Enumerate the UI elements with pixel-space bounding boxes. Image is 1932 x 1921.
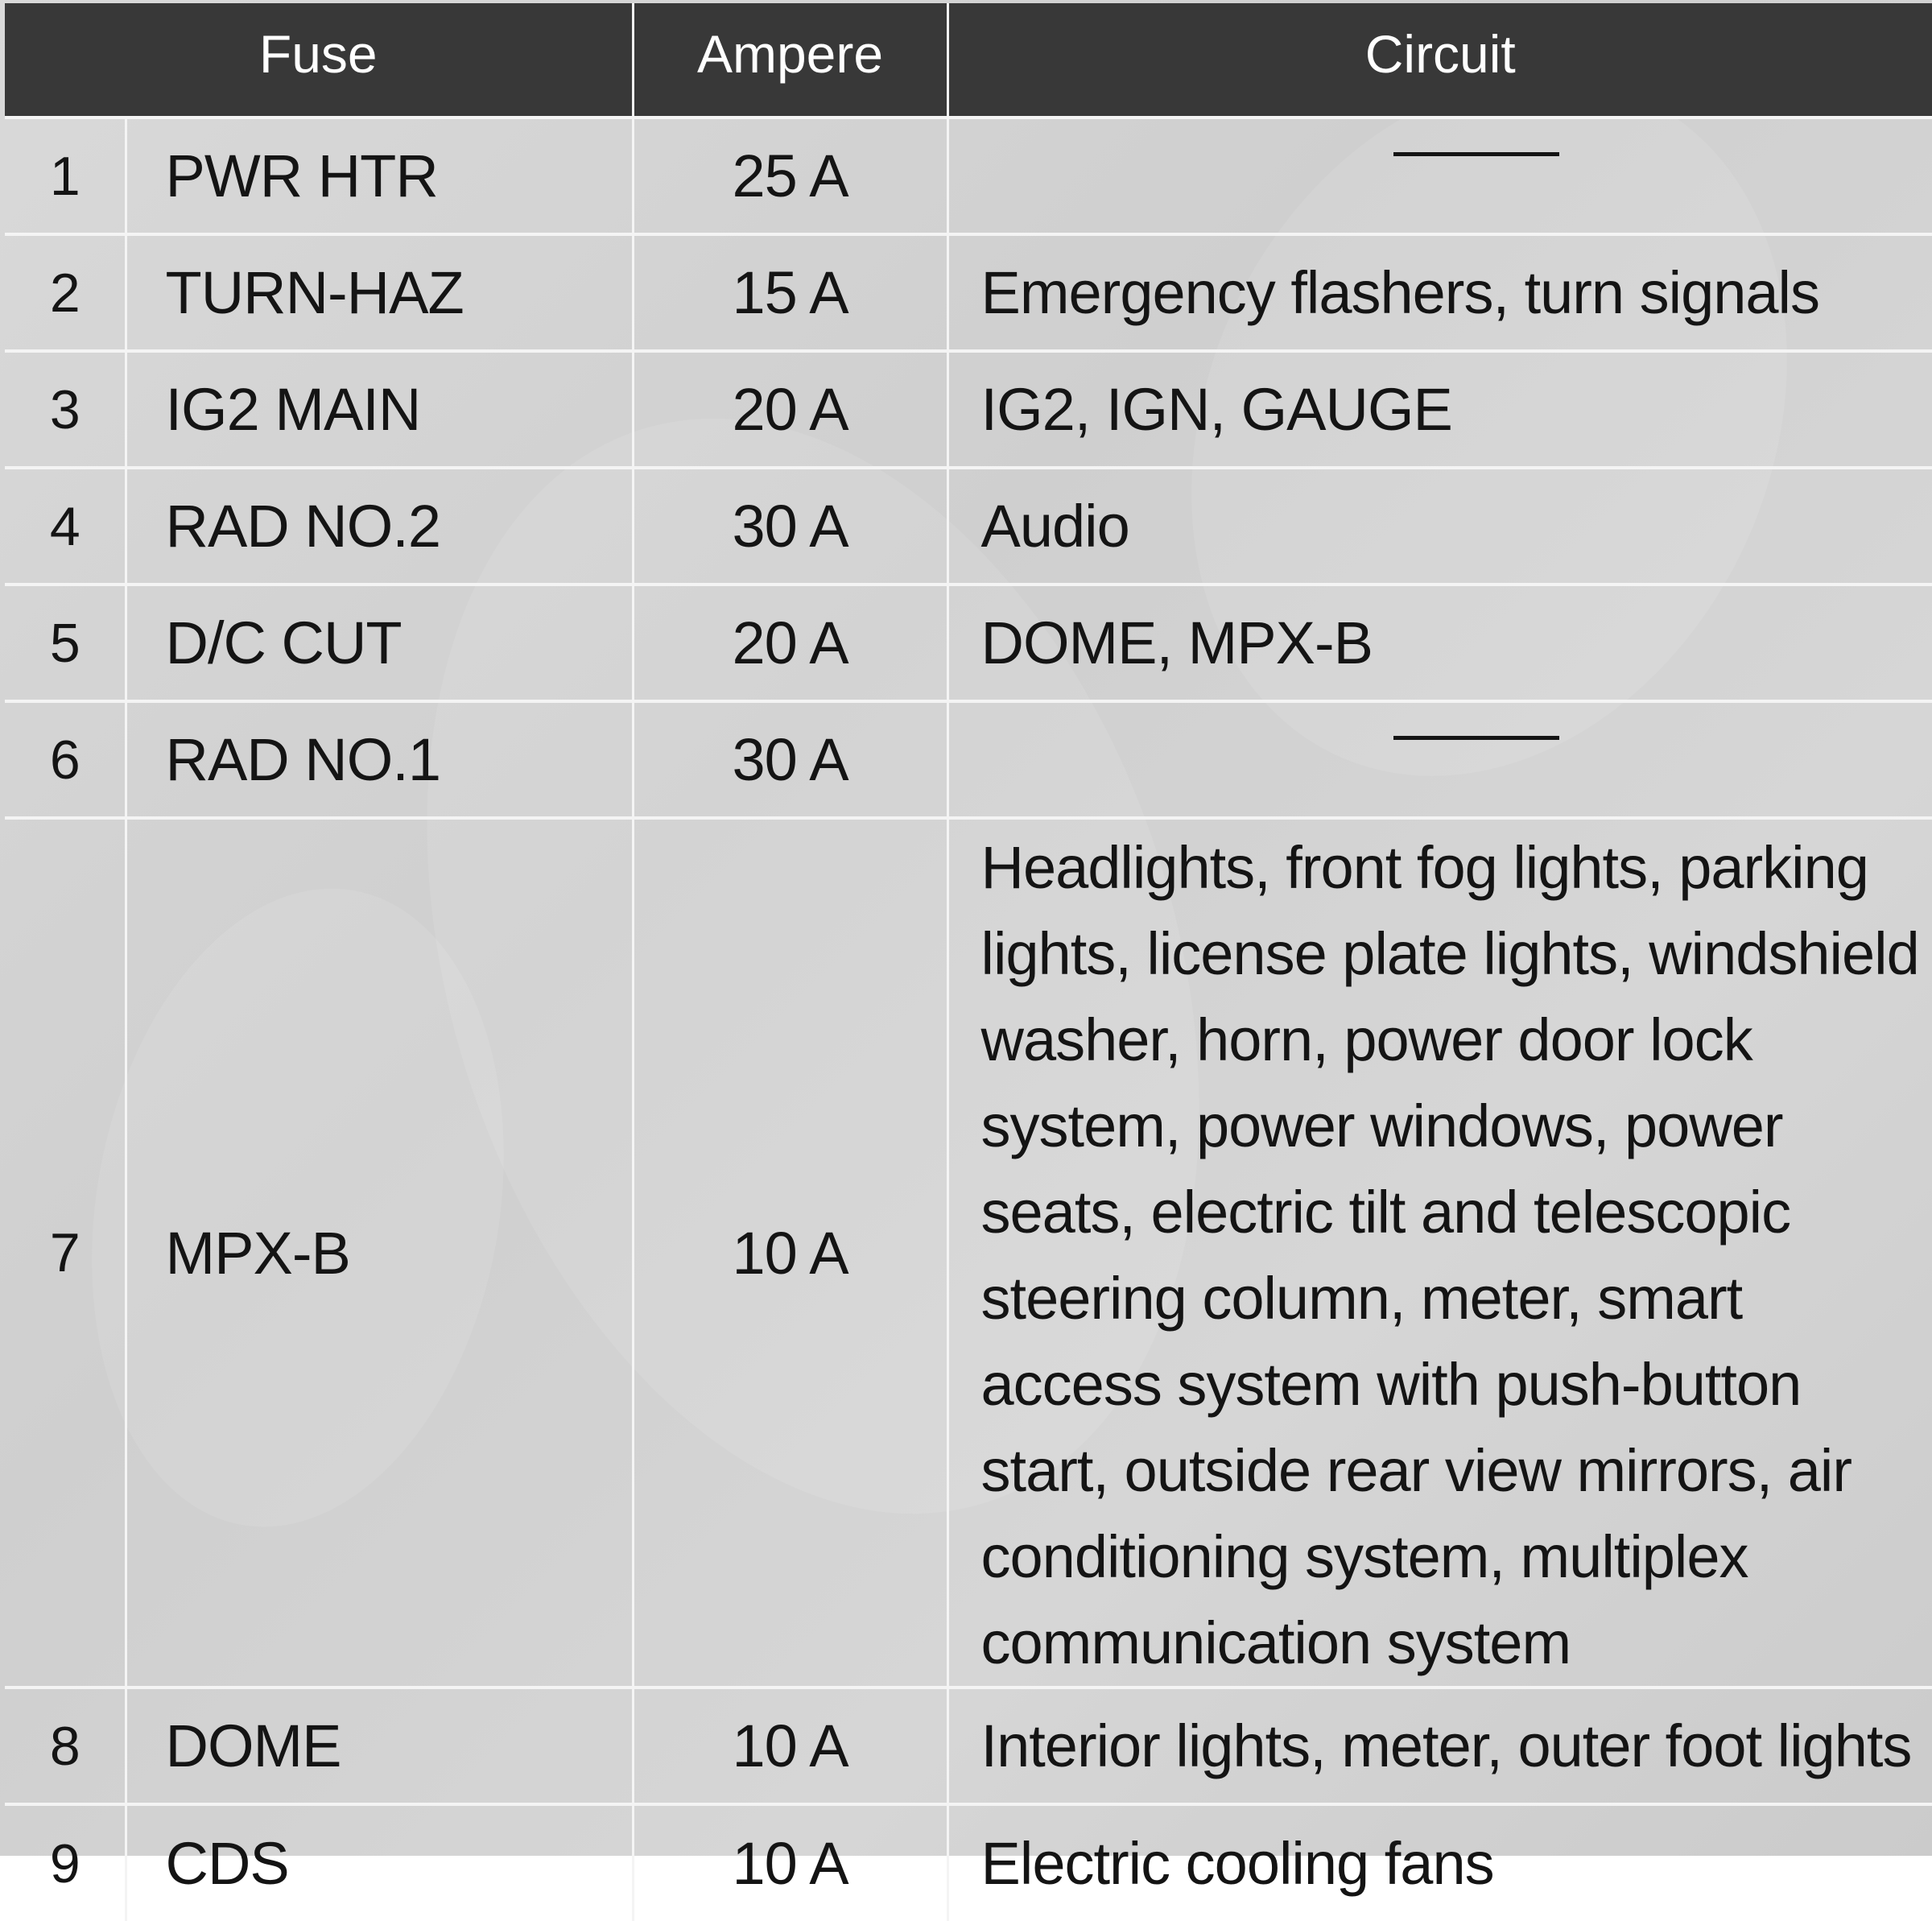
fuse-number: 6 [5,701,126,818]
fuse-ampere: 25 A [633,118,947,234]
fuse-ampere: 20 A [633,351,947,468]
table-row [5,585,1932,701]
fuse-ampere: 10 A [633,1688,947,1804]
fuse-number: 2 [5,234,126,351]
header-row [5,3,1932,118]
table-row [5,1688,1932,1804]
fuse-number: 5 [5,585,126,701]
fuse-circuit: Headlights, front fog lights, parking lights, license plate lights, windshield washer, horn, power door lock system, power windows, power seats, electric tilt and telescopic steering column, meter, smart access system with push-button start, outside rear view mirrors, air conditioning system, multiplex communication system [947,818,1932,1688]
header-ampere: Ampere [633,3,947,118]
fuse-name: RAD NO.1 [126,701,633,818]
table-header [5,3,1932,118]
fuse-number: 8 [5,1688,126,1804]
fuse-table [5,3,1932,1921]
fuse-ampere: 30 A [633,468,947,585]
fuse-name: CDS [126,1804,633,1921]
fuse-name: TURN-HAZ [126,234,633,351]
table-row [5,468,1932,585]
fuse-ampere: 30 A [633,701,947,818]
fuse-circuit: Electric cooling fans [947,1804,1932,1921]
fuse-number: 9 [5,1804,126,1921]
header-circuit: Circuit [947,3,1932,118]
fuse-ampere: 15 A [633,234,947,351]
table-row [5,701,1932,818]
fuse-circuit: IG2, IGN, GAUGE [947,351,1932,468]
table-row [5,118,1932,234]
fuse-ampere: 20 A [633,585,947,701]
fuse-circuit: Emergency flashers, turn signals [947,234,1932,351]
fuse-number: 4 [5,468,126,585]
fuse-circuit: DOME, MPX-B [947,585,1932,701]
fuse-number: 1 [5,118,126,234]
fuse-circuit-none [947,701,1932,818]
fuse-name: D/C CUT [126,585,633,701]
table-row [5,1804,1932,1921]
fuse-number: 7 [5,818,126,1688]
fuse-name: IG2 MAIN [126,351,633,468]
table-row [5,351,1932,468]
fuse-name: MPX-B [126,818,633,1688]
fuse-circuit: Interior lights, meter, outer foot lights [947,1688,1932,1804]
fuse-number: 3 [5,351,126,468]
fuse-ampere: 10 A [633,818,947,1688]
fuse-name: DOME [126,1688,633,1804]
fuse-circuit: Audio [947,468,1932,585]
fuse-circuit-none [947,118,1932,234]
table-row [5,818,1932,1688]
header-fuse: Fuse [5,3,633,118]
table-body [5,118,1932,1921]
table-row [5,234,1932,351]
fuse-name: PWR HTR [126,118,633,234]
fuse-ampere: 10 A [633,1804,947,1921]
fuse-name: RAD NO.2 [126,468,633,585]
no-circuit-dash [1393,152,1559,156]
no-circuit-dash [1393,736,1559,740]
